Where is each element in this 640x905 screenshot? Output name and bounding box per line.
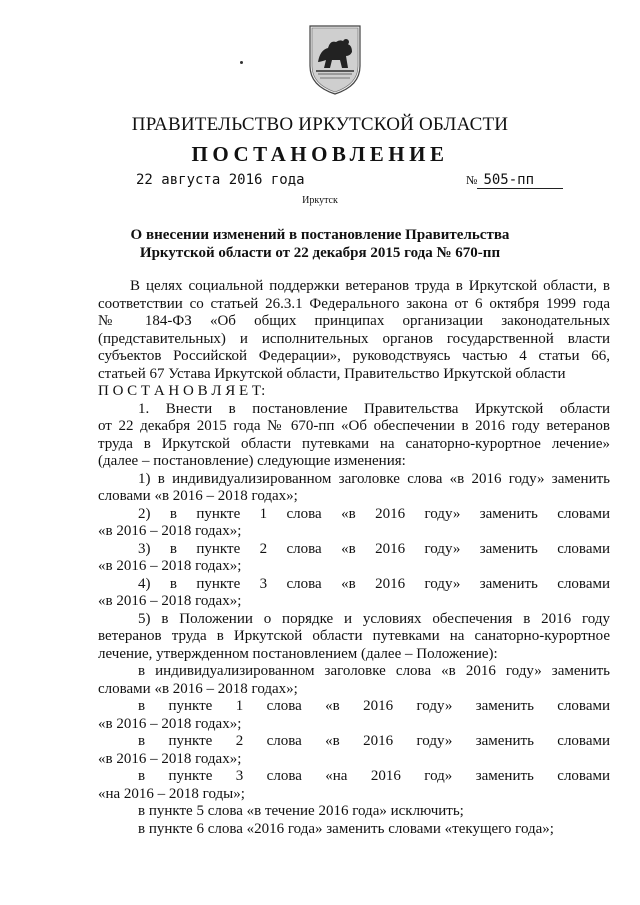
- government-name: ПРАВИТЕЛЬСТВО ИРКУТСКОЙ ОБЛАСТИ: [131, 114, 509, 135]
- number-value: 505-пп: [477, 172, 563, 189]
- body-line: в индивидуализированном заголовке слова «в 2016 году» заменить: [138, 663, 610, 679]
- body-line: в пункте 1 слова «в 2016 году» заменить словами: [138, 698, 610, 714]
- body-line: в пункте 6 слова «2016 года» заменить словами «текущего года»;: [138, 820, 554, 837]
- body-line: № 184-ФЗ «Об общих принципах организации законодательных: [98, 313, 610, 329]
- document-number: [466, 172, 563, 189]
- body-line: «в 2016 – 2018 годах»;: [98, 523, 242, 539]
- body-line: субъектов Российской Федерации», руководствуясь частью 4 статьи 66,: [98, 348, 610, 364]
- body-line: 2) в пункте 1 слова «в 2016 году» заменить словами: [138, 505, 610, 522]
- body-line: ветеранов труда в Иркутской области путевками на санаторно-курортное: [98, 628, 610, 644]
- body-line: 4) в пункте 3 слова «в 2016 году» заменить словами: [138, 575, 610, 592]
- coat-of-arms-icon: [306, 22, 364, 98]
- document-date: 22 августа 2016 года: [136, 172, 305, 188]
- body-line: в пункте 5 слова «в течение 2016 года» исключить;: [138, 803, 464, 819]
- body-line: «в 2016 – 2018 годах»;: [98, 593, 242, 609]
- body-line: в пункте 2 слова «в 2016 году» заменить словами: [138, 733, 610, 749]
- body-line: П О С Т А Н О В Л Я Е Т:: [98, 383, 266, 399]
- body-line: В целях социальной поддержки ветеранов труда в Иркутской области, в: [130, 278, 610, 294]
- body-line: статьей 67 Устава Иркутской области, Правительство Иркутской области: [98, 365, 566, 382]
- body-line: 5) в Положении о порядке и условиях обеспечения в 2016 году: [138, 610, 610, 627]
- title-line: Иркутской области от 22 декабря 2015 года № 670-пп: [139, 245, 501, 261]
- body-line: от 22 декабря 2015 года № 670-пп «Об обеспечении в 2016 году ветеранов: [98, 418, 610, 434]
- body-line: в пункте 3 слова «на 2016 год» заменить словами: [138, 768, 610, 784]
- body-line: словами «в 2016 – 2018 годах»;: [98, 488, 298, 504]
- document-type: ПОСТАНОВЛЕНИЕ: [191, 142, 449, 166]
- number-sign: №: [466, 173, 478, 187]
- document-body: [98, 278, 610, 838]
- document-title: [0, 226, 640, 262]
- body-line: словами «в 2016 – 2018 годах»;: [98, 680, 298, 697]
- body-line: «в 2016 – 2018 годах»;: [98, 715, 242, 732]
- body-line: 1. Внести в постановление Правительства Иркутской области: [138, 400, 610, 417]
- body-line: соответствии со статьей 26.3.1 Федерального закона от 6 октября 1999 года: [98, 295, 610, 312]
- body-line: «на 2016 – 2018 годы»;: [98, 785, 245, 802]
- scan-speck: [240, 61, 243, 64]
- title-line: О внесении изменений в постановление Правительства: [130, 227, 510, 243]
- city-name: Иркутск: [302, 195, 338, 206]
- body-line: лечение, утвержденном постановлением (далее – Положение):: [98, 645, 498, 662]
- body-line: (далее – постановление) следующие изменения:: [98, 453, 406, 469]
- body-line: (представительных) и исполнительных органов государственной власти: [98, 330, 610, 347]
- body-line: «в 2016 – 2018 годах»;: [98, 558, 242, 574]
- body-line: «в 2016 – 2018 годах»;: [98, 750, 242, 767]
- body-line: 1) в индивидуализированном заголовке слова «в 2016 году» заменить: [138, 470, 610, 487]
- body-line: 3) в пункте 2 слова «в 2016 году» заменить словами: [138, 540, 610, 557]
- body-line: труда в Иркутской области путевками на санаторно-курортное лечение»: [98, 435, 610, 452]
